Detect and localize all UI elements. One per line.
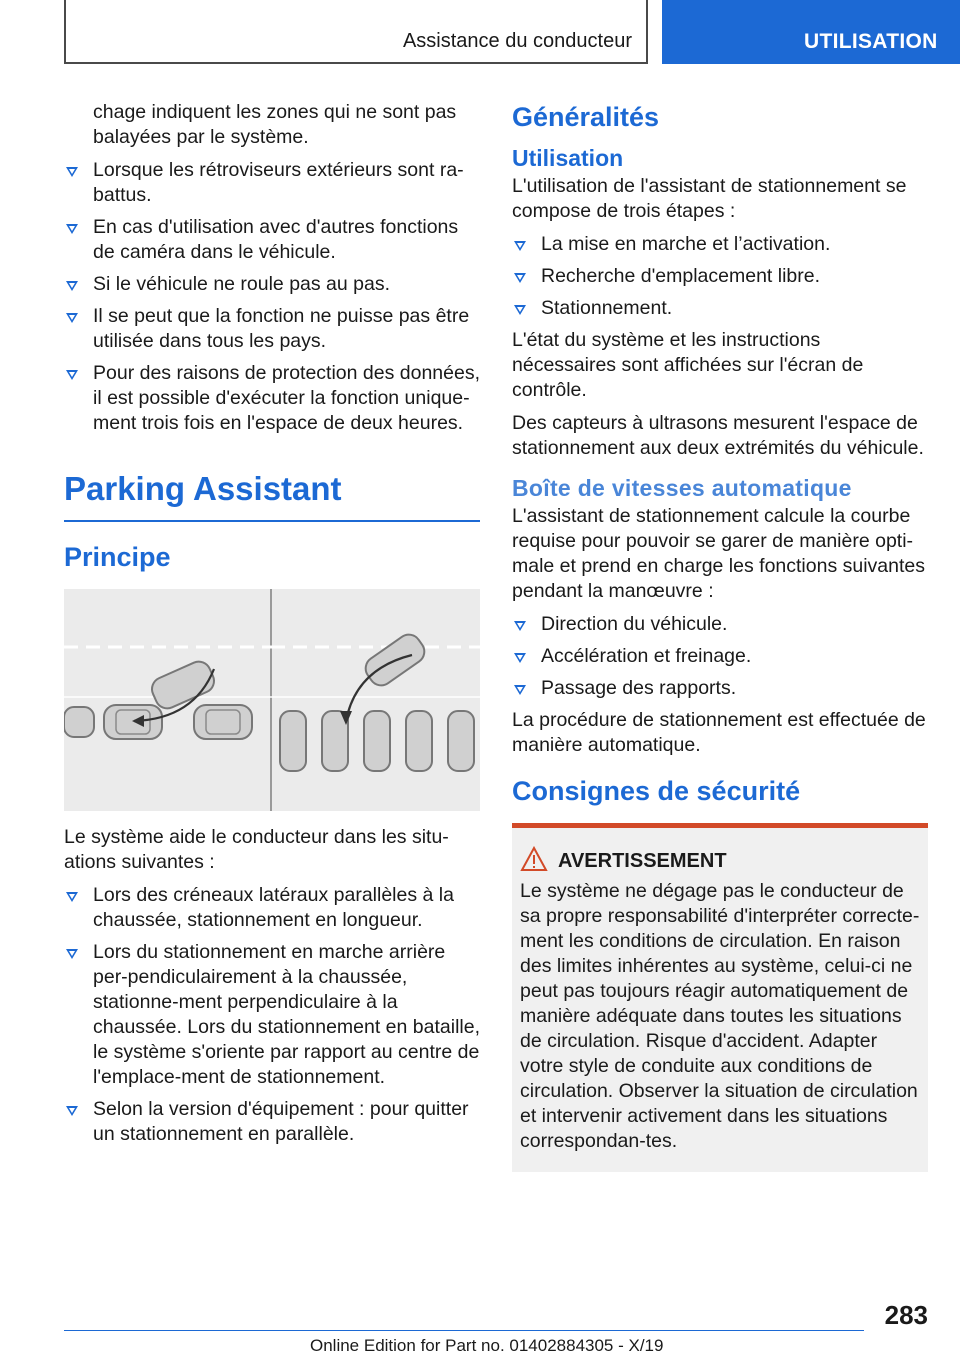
bullet-triangle-icon [514, 305, 526, 315]
warning-text: Le système ne dégage pas le conducteur de sa propre responsabilité d'interpréter correcte-ment les conditions de circulation. En raison des limites inhérentes au système, celui-ci ne peut pas toujours réagir automatiquement de manière adéquate dans toutes les situations de circulation. Risque d'accident. Adapter votre style de conduite aux conditions de circulation. Observer la situation de circulation et intervenir activement dans les situations correspondan-tes. [520, 880, 920, 1152]
situations-intro: Le système aide le conducteur dans les situ-ations suivantes : [64, 826, 449, 873]
list-item: La mise en marche et l’activation. [512, 232, 928, 257]
functions-list [512, 612, 928, 701]
warning-triangle-icon [520, 846, 548, 878]
list-item: Il se peut que la fonction ne puisse pas être utilisée dans tous les pays. [64, 304, 480, 354]
heading-utilisation: Utilisation [512, 145, 624, 171]
heading-safety: Consignes de sécurité [512, 776, 801, 806]
heading-automatic-gearbox: Boîte de vitesses automatique [512, 475, 852, 501]
list-item: Lorsque les rétroviseurs extérieurs sont ra-battus. [64, 158, 480, 208]
bullet-triangle-icon [66, 1106, 78, 1116]
bullet-triangle-icon [66, 281, 78, 291]
intro-continuation: chage indiquent les zones qui ne sont pas balayées par le système. [93, 101, 457, 148]
list-item: Lors des créneaux latéraux parallèles à la chaussée, stationnement en longueur. [64, 883, 480, 933]
bullet-triangle-icon [514, 653, 526, 663]
list-item: Recherche d'emplacement libre. [512, 264, 928, 289]
conditions-list [64, 158, 480, 436]
section-heading: Parking Assistant [64, 470, 480, 522]
subsection-heading-principle: Principe [64, 542, 171, 572]
bullet-triangle-icon [514, 621, 526, 631]
list-item: Si le véhicule ne roule pas au pas. [64, 272, 480, 297]
list-item: Lors du stationnement en marche arrière per-pendiculairement à la chaussée, stationne-ment perpendiculaire à la chaussée. Lors du stationnement en bataille, le système s'oriente par rapport au centre de l'emplace-ment de stationnement. [64, 940, 480, 1090]
left-column [64, 100, 480, 1154]
list-item: En cas d'utilisation avec d'autres fonctions de caméra dans le véhicule. [64, 215, 480, 265]
warning-header [558, 850, 920, 873]
bullet-triangle-icon [514, 241, 526, 251]
bullet-triangle-icon [66, 370, 78, 380]
list-item: Passage des rapports. [512, 676, 928, 701]
list-item: Accélération et freinage. [512, 644, 928, 669]
header-section-title: Assistance du conducteur [402, 30, 632, 52]
situations-list [64, 883, 480, 1147]
bullet-triangle-icon [66, 313, 78, 323]
bullet-triangle-icon [514, 273, 526, 283]
list-item: Direction du véhicule. [512, 612, 928, 637]
utilisation-intro: L'utilisation de l'assistant de stationnement se compose de trois étapes : [512, 175, 907, 222]
footer-edition: Online Edition for Part no. 01402884305 - X/19 [310, 1336, 664, 1355]
parking-diagram-icon [64, 589, 480, 811]
header-chapter-tab[interactable]: UTILISATION [662, 0, 960, 64]
heading-general: Généralités [512, 102, 660, 132]
list-item: Selon la version d'équipement : pour quitter un stationnement en parallèle. [64, 1097, 480, 1147]
header-box [64, 0, 648, 64]
status-paragraph: L'état du système et les instructions nécessaires sont affichées sur l'écran de contrôle. [512, 329, 864, 401]
parking-illustration [64, 589, 480, 811]
warning-title: AVERTISSEMENT [558, 850, 727, 872]
steps-list [512, 232, 928, 321]
sensors-paragraph: Des capteurs à ultrasons mesurent l'espace de stationnement aux deux extrémités du véhicule. [512, 412, 924, 459]
gearbox-paragraph: L'assistant de stationnement calcule la courbe requise pour pouvoir se garer de manière opti-male et prend en charge les fonctions suivantes pendant la manœuvre : [512, 505, 925, 602]
right-column [512, 100, 928, 1172]
footer-divider [64, 1330, 864, 1331]
list-item: Stationnement. [512, 296, 928, 321]
bullet-triangle-icon [514, 685, 526, 695]
automatic-procedure-paragraph: La procédure de stationnement est effectuée de manière automatique. [512, 709, 926, 756]
bullet-triangle-icon [66, 949, 78, 959]
bullet-triangle-icon [66, 167, 78, 177]
bullet-triangle-icon [66, 224, 78, 234]
bullet-triangle-icon [66, 892, 78, 902]
list-item: Pour des raisons de protection des données, il est possible d'exécuter la fonction unique-ment trois fois en l'espace de deux heures. [64, 361, 480, 436]
page-number: 283 [884, 1300, 928, 1330]
warning-box [512, 823, 928, 1172]
